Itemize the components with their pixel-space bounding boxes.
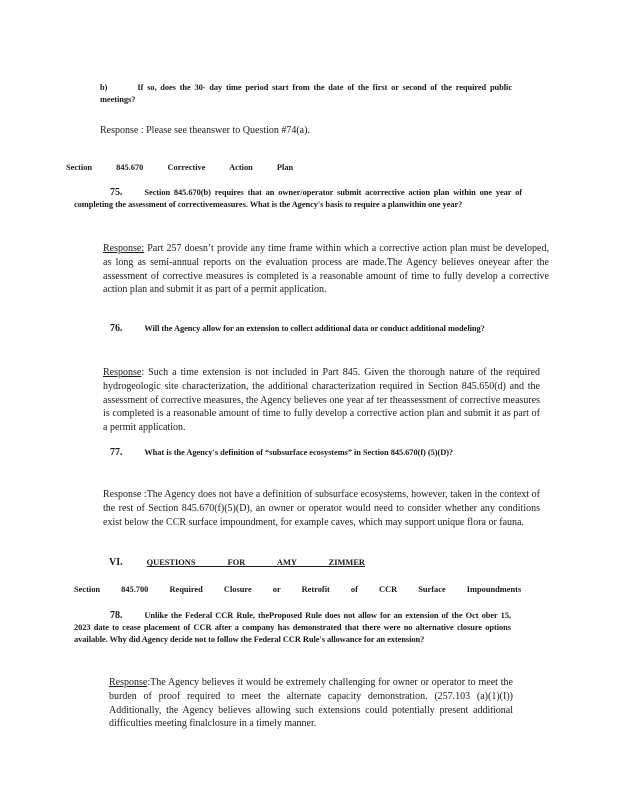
response-76 [103,366,540,435]
section-heading-845-700: Section 845.700 Required Closure or Retrofit of CCR Surface Impoundments [74,585,522,594]
question-74b-text: If so, does the 30- day time period start from the date of the first or second of the required public meetings? [100,83,512,104]
response-77-text: Response :The Agency does not have a definition of subsurface ecosystems, however, taken in the context of the rest of Section 845.670(f)(5)(D), an owner or operator would need to consider whether any conditions exist below the CCR surface impoundment, for example caves, which may support unique flora or fauna. [103,489,540,528]
question-75-number: 75. [110,187,123,198]
section-heading-845-670: Section 845.670 Corrective Action Plan [66,163,294,172]
question-75 [74,187,522,211]
question-77-number: 77. [110,447,123,458]
response-75-label: Response: [103,243,145,254]
response-74b: Response : Please see theanswer to Question #74(a). [100,125,310,136]
question-74b [100,82,512,106]
response-75 [103,242,549,297]
question-76 [74,323,486,335]
question-77-text: What is the Agency's definition of “subsurface ecosystems” in Section 845.670(f) (5)(D)? [144,448,454,457]
response-77 [103,488,540,529]
question-77 [74,447,469,459]
response-78 [109,676,513,731]
section-heading-vi [109,557,365,569]
question-78-number: 78. [110,610,123,621]
question-75-text: Section 845.670(b) requires that an owner/operator submit acorrective action plan within one year of completing the assessment of correctivemeasures. What is the Agency's basis to require a planwithin one year? [74,188,522,209]
response-78-text: :The Agency believes it would be extremely challenging for owner or operator to meet the burden of proof required to meet the alternate capacity demonstration. (257.103 (a)(1)(I)) Additionally, the Agency believes allowing such extensions could potentially present additional difficulties meeting finalclosure in a timely manner. [109,677,513,730]
response-75-text: Part 257 doesn’t provide any time frame within which a corrective action plan must be developed, as long as semi-annual reports on the evaluation process are made.The Agency believes oneyear after the assessment of corrective measures is completed is a reasonable amount of time to fully develop a corrective action plan and submit it as part of a permit application. [103,243,549,296]
question-78-text: Unlike the Federal CCR Rule, theProposed Rule does not allow for an extension of the Oct ober 15, 2023 date to cease placement of CCR after a company has demonstrated that there were no alternative closure options available. Why did Agency decide not to follow the Federal CCR Rule's allowance for an extension? [74,611,511,644]
response-78-label: Response [109,677,148,688]
response-76-label: Response [103,367,142,378]
question-78 [74,610,511,646]
question-76-text: Will the Agency allow for an extension to collect additional data or conduct additional modeling? [144,324,485,333]
heading-vi-title: QUESTIONS FOR AMY ZIMMER [146,558,365,567]
heading-vi-roman: VI. [109,557,123,568]
question-74b-label: b) [100,83,108,92]
question-76-number: 76. [110,323,123,334]
response-76-text: : Such a time extension is not included in Part 845. Given the thorough nature of the required hydrogeologic site characterization, the additional characterization required in Section 845.650(d) and the assessment of corrective measures, the Agency believes one year af ter theassessment of corrective measures is completed is a reasonable amount of time to fully develop a corrective action plan and submit it as part of a permit application. [103,367,540,434]
